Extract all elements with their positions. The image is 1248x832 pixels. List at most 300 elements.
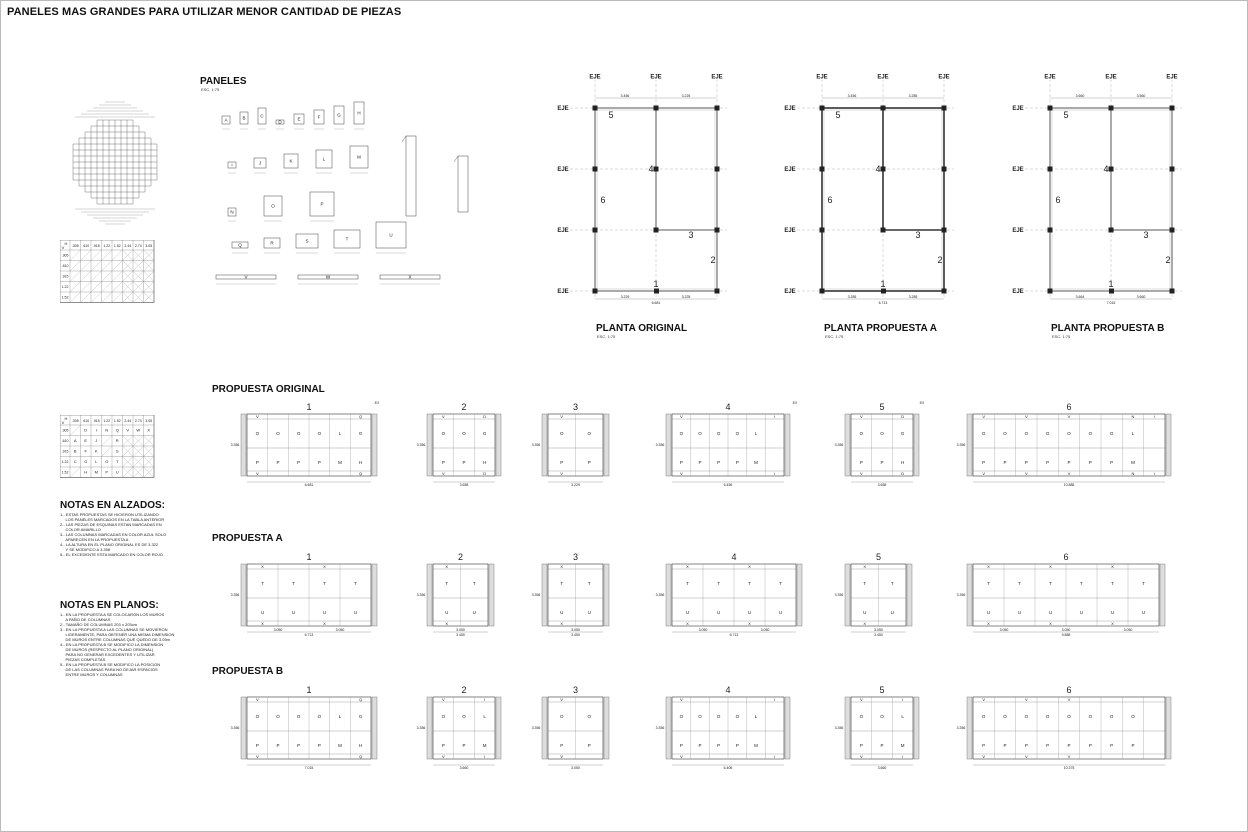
notas-planos-list bbox=[60, 612, 174, 677]
panel-label-top: Q bbox=[359, 414, 363, 419]
panel-label-top: V bbox=[859, 697, 863, 702]
panel-tall-edge bbox=[402, 136, 406, 142]
room-number: 1 bbox=[880, 279, 886, 289]
matrix-col-header: 2.74 bbox=[134, 244, 142, 248]
panel-label: O bbox=[276, 714, 280, 719]
panel-letter: E bbox=[297, 116, 301, 122]
matrix-row-header: 1.52 bbox=[61, 295, 69, 300]
matrix-cell: B bbox=[73, 448, 77, 454]
wall-number: 3 bbox=[572, 685, 579, 695]
plan-column bbox=[881, 167, 886, 172]
wall-height: 3.356 bbox=[834, 726, 844, 730]
dim-text: 7.015 bbox=[1106, 301, 1116, 305]
matrix-cell: C bbox=[73, 459, 77, 464]
elevation-wall-6 bbox=[957, 402, 1171, 487]
wall-hatch-right bbox=[489, 564, 494, 626]
panel-letter: A bbox=[224, 117, 228, 123]
panel-label: U bbox=[472, 610, 476, 615]
axis-label-eje: EJE bbox=[1012, 167, 1024, 173]
wall-sub-dim: 3.050 bbox=[698, 628, 708, 632]
dim-text: 3.660 bbox=[1075, 94, 1085, 98]
plan-column bbox=[1170, 228, 1175, 233]
panel-label: L bbox=[338, 431, 342, 436]
room-number: 4 bbox=[1103, 164, 1109, 174]
wall-hatch-left bbox=[666, 564, 671, 626]
dim-text: 3.285 bbox=[908, 94, 918, 98]
elevation-wall-3 bbox=[532, 552, 609, 637]
plan-column bbox=[820, 289, 825, 294]
panel-label: U bbox=[445, 610, 449, 615]
panel-label-bottom: V bbox=[1067, 754, 1071, 759]
panel-tall-edge bbox=[454, 156, 458, 162]
plan-column bbox=[942, 106, 947, 111]
matrix-cell: D bbox=[84, 427, 88, 433]
panel-label: O bbox=[1067, 714, 1071, 719]
wall-hatch-left bbox=[845, 697, 850, 759]
panel-label-bottom: I bbox=[774, 471, 776, 476]
wall-frame bbox=[433, 697, 495, 759]
matrix-row-header: 1.22 bbox=[61, 285, 69, 289]
panel-label: O bbox=[296, 431, 301, 436]
wall-sub-dim: 3.050 bbox=[760, 628, 770, 632]
panel-label: U bbox=[778, 610, 783, 615]
wall-width: 3.660 bbox=[877, 766, 887, 770]
panel-label: T bbox=[1142, 581, 1145, 586]
room-number: 6 bbox=[827, 195, 833, 205]
matrix-diag bbox=[91, 250, 102, 261]
panel-label-top: V bbox=[679, 697, 683, 702]
panel-label: P bbox=[276, 743, 280, 748]
panel-label: O bbox=[462, 431, 466, 436]
panel-label-top: V bbox=[982, 697, 986, 702]
wall-hatch-left bbox=[427, 564, 432, 626]
panel-label-bottom: V bbox=[1024, 754, 1028, 759]
panel-letter: W bbox=[325, 274, 331, 280]
matrix-cell: H bbox=[84, 469, 88, 475]
matrix-cell: E bbox=[84, 438, 88, 443]
panel-label: O bbox=[981, 431, 986, 436]
wall-hatch-left bbox=[427, 697, 432, 759]
panel-label-top: X bbox=[560, 564, 564, 569]
matrix-row-header: .305 bbox=[61, 428, 69, 433]
panel-label: P bbox=[276, 460, 280, 465]
panel-label: G bbox=[358, 431, 363, 436]
nota-alzado: 1.- ESTAS PROPUESTAS SE HICIERON UTILIZANDO LOS PANELES MARCADOS EN LA TABLA ANTERIOR bbox=[60, 512, 165, 522]
panel-label: O bbox=[317, 714, 322, 719]
panel-tall bbox=[406, 136, 416, 216]
wall-frame bbox=[851, 414, 913, 476]
panel-label: O bbox=[880, 714, 884, 719]
elevation-wall-3 bbox=[532, 402, 609, 487]
matrix-diag bbox=[112, 282, 123, 293]
dim-text: 3.225 bbox=[681, 295, 691, 299]
elevations-propuesta-b bbox=[225, 681, 1225, 773]
panel-label: O bbox=[1024, 714, 1029, 719]
axis-label-eje: EJE bbox=[1105, 74, 1117, 81]
panel-letter: F bbox=[317, 114, 321, 120]
panel-label: T bbox=[863, 581, 867, 586]
plan-column bbox=[715, 289, 720, 294]
wall-number: 2 bbox=[461, 685, 467, 695]
plan-column bbox=[593, 228, 598, 233]
elevation-wall-1 bbox=[231, 685, 377, 770]
matrix-cell: F bbox=[84, 448, 87, 454]
panel-label-top: V bbox=[255, 697, 259, 702]
room-number: 5 bbox=[608, 110, 614, 120]
matrix-diag bbox=[81, 282, 92, 293]
panel-label: O bbox=[462, 714, 466, 719]
plan-column bbox=[1048, 167, 1053, 172]
wall-hatch-right bbox=[372, 564, 377, 626]
matrix-diag bbox=[112, 271, 123, 282]
panel-label-top: I bbox=[902, 697, 904, 702]
panel-label-bottom: I bbox=[484, 754, 486, 759]
wall-sub-dim: 3.050 bbox=[571, 628, 580, 632]
panel-label: P bbox=[1067, 743, 1071, 748]
panel-label: P bbox=[462, 743, 466, 748]
panel-label: O bbox=[698, 714, 702, 719]
panel-label: H bbox=[359, 743, 363, 748]
panel-label: P bbox=[982, 743, 986, 748]
panel-letter: U bbox=[389, 232, 393, 238]
wall-frame bbox=[973, 697, 1165, 759]
panel-label: G bbox=[900, 431, 905, 436]
panel-label: U bbox=[685, 610, 690, 615]
matrix-diag bbox=[81, 292, 92, 303]
panel-label-bottom: X bbox=[560, 621, 564, 626]
matrix-cell: P bbox=[105, 469, 109, 475]
wall-number: 6 bbox=[1063, 552, 1069, 562]
plan-column bbox=[593, 167, 598, 172]
wall-hatch-right bbox=[1166, 414, 1171, 476]
panel-label-top: X bbox=[1049, 564, 1052, 569]
panel-label: O bbox=[559, 714, 564, 719]
panel-label-top: V bbox=[441, 414, 445, 419]
panel-label: T bbox=[717, 581, 720, 586]
nota-alzado: 3.- LAS COLUMNAS MARCADAS EN COLOR AZUL SOLO APARECEN EN LA PROPUESTA A bbox=[60, 532, 167, 542]
elevation-wall-4 bbox=[656, 685, 790, 770]
nota-alzado: 5.- EL EXCEDENTE ESTA MARCADO EN COLOR ROJO bbox=[60, 552, 163, 557]
panel-label: U bbox=[1017, 610, 1022, 615]
panel-label: P bbox=[255, 743, 259, 748]
ex-label: EX bbox=[919, 401, 925, 405]
panel-letter: B bbox=[242, 115, 246, 121]
room-number: 2 bbox=[1165, 255, 1171, 265]
wall-width: 10.888 bbox=[1063, 483, 1075, 487]
axis-label-eje: EJE bbox=[1012, 289, 1024, 295]
panel-label-top: I bbox=[1153, 414, 1155, 419]
panel-letter: M bbox=[357, 154, 361, 160]
panel-letter: C bbox=[260, 113, 264, 119]
axis-label-eje: EJE bbox=[784, 167, 796, 173]
paneles-catalog bbox=[208, 96, 498, 296]
panel-label: O bbox=[441, 431, 446, 436]
dim-text: 3.456 bbox=[620, 94, 630, 98]
wall-height: 3.356 bbox=[531, 593, 541, 597]
panel-label-top: D bbox=[901, 414, 905, 419]
matrix-col-header: .305 bbox=[71, 419, 79, 423]
matrix-row-header: .915 bbox=[61, 449, 69, 454]
dim-text: 3.664 bbox=[1075, 295, 1085, 299]
panel-label: T bbox=[1049, 581, 1052, 586]
panel-label-top: V bbox=[255, 414, 259, 419]
nota-plano: 1.- EN LA PROPUESTA A SE COLOCARON LOS MUROS A PAÑO DE COLUMNAS bbox=[60, 612, 165, 622]
panel-label: O bbox=[587, 714, 592, 719]
wall-number: 3 bbox=[572, 552, 579, 562]
panel-matrix-2 bbox=[60, 415, 158, 481]
matrix-diag bbox=[70, 250, 81, 261]
wall-number: 1 bbox=[306, 552, 312, 562]
panel-label-bottom: X bbox=[261, 621, 264, 626]
panel-label-bottom: V bbox=[441, 471, 445, 476]
panel-label-top: V bbox=[982, 414, 986, 419]
matrix-v-label: V bbox=[61, 245, 65, 250]
dim-text: 3.560 bbox=[1136, 94, 1146, 98]
panel-label: O bbox=[255, 714, 260, 719]
nota-plano: 5.- EN LA PROPUESTA B SE MODIFICO LA POSICION DE LAS COLUMNAS PARA NO DEJAR ESPACIOS ENTRE MUROS Y COLUMNAS bbox=[60, 662, 161, 677]
panel-label: P bbox=[1067, 460, 1071, 465]
wall-width: 3.660 bbox=[459, 766, 469, 770]
elevations-propuesta-a bbox=[225, 548, 1225, 640]
panel-label: O bbox=[1024, 431, 1029, 436]
panel-label-top: X bbox=[445, 564, 449, 569]
wall-height: 3.356 bbox=[230, 726, 240, 730]
panel-label-bottom: V bbox=[560, 754, 564, 759]
dim-text: 3.285 bbox=[908, 295, 918, 299]
panel-label-bottom: V bbox=[982, 471, 986, 476]
panel-label: T bbox=[445, 581, 449, 586]
wall-hatch-right bbox=[907, 564, 912, 626]
plan-propuesta-b bbox=[1000, 68, 1215, 308]
elevation-wall-2 bbox=[417, 402, 501, 487]
propuesta-b-heading: PROPUESTA B bbox=[212, 666, 284, 677]
panel-label: T bbox=[1111, 581, 1114, 586]
panel-label-top: V bbox=[560, 697, 564, 702]
panel-label-bottom: X bbox=[748, 621, 751, 626]
wall-hatch-right bbox=[797, 564, 802, 626]
nota-alzado: 2.- LAS PIEZAS DE ESQUINAS ESTAN MARCADAS EN COLOR AMARILLO bbox=[60, 522, 162, 532]
wall-height: 3.356 bbox=[655, 726, 665, 730]
panel-label: U bbox=[1079, 610, 1084, 615]
elevation-wall-5 bbox=[835, 685, 919, 770]
wall-width: 6.713 bbox=[729, 633, 739, 637]
panel-label: O bbox=[1131, 714, 1135, 719]
matrix-row-header: .915 bbox=[61, 274, 69, 279]
panel-label-top: V bbox=[1067, 414, 1071, 419]
axis-label-eje: EJE bbox=[557, 228, 569, 234]
panel-label: T bbox=[354, 581, 357, 586]
wall-hatch-right bbox=[785, 414, 790, 476]
panel-label: P bbox=[1003, 460, 1007, 465]
panel-label: O bbox=[296, 714, 301, 719]
matrix-col-header: 1.22 bbox=[103, 244, 111, 248]
elevation-wall-2 bbox=[417, 552, 494, 637]
panel-label-bottom: V bbox=[859, 754, 863, 759]
panel-label: O bbox=[1109, 431, 1114, 436]
panel-label: P bbox=[717, 460, 721, 465]
matrix-col-header: 1.52 bbox=[113, 419, 121, 423]
panel-label: H bbox=[901, 460, 905, 465]
plan-column bbox=[715, 167, 720, 172]
wall-hatch-right bbox=[914, 414, 919, 476]
matrix-cell: N bbox=[105, 427, 109, 433]
panel-label-top: X bbox=[1111, 564, 1114, 569]
wall-hatch-right bbox=[604, 697, 609, 759]
room-number: 4 bbox=[875, 164, 881, 174]
elevation-wall-2 bbox=[417, 685, 501, 770]
elevation-wall-3 bbox=[532, 685, 609, 770]
wall-sub-dim: 3.050 bbox=[1061, 628, 1071, 632]
panel-label-bottom: I bbox=[1153, 471, 1155, 476]
panel-label: P bbox=[441, 743, 445, 748]
wall-width: 6.456 bbox=[723, 483, 733, 487]
panel-label: P bbox=[717, 743, 721, 748]
matrix-cell: O bbox=[105, 459, 109, 464]
matrix-diag bbox=[102, 436, 113, 447]
panel-label: P bbox=[698, 743, 702, 748]
wall-hatch-left bbox=[967, 414, 972, 476]
wall-hatch-left bbox=[666, 697, 671, 759]
panel-label: P bbox=[1110, 460, 1114, 465]
wall-sub-dim: 3.050 bbox=[335, 628, 345, 632]
wall-number: 2 bbox=[461, 402, 467, 412]
panel-label-bottom: D bbox=[483, 471, 487, 476]
panel-label: O bbox=[1088, 714, 1093, 719]
elevation-wall-4 bbox=[656, 402, 790, 487]
wall-height: 3.356 bbox=[416, 443, 426, 447]
matrix-col-header: .915 bbox=[92, 419, 100, 423]
panel-label: P bbox=[1088, 460, 1092, 465]
wall-number: 6 bbox=[1066, 402, 1072, 412]
elevation-wall-6 bbox=[957, 552, 1165, 637]
panel-label-bottom: V bbox=[255, 754, 259, 759]
panel-label-top: I bbox=[484, 697, 486, 702]
panel-label: P bbox=[1024, 743, 1028, 748]
wall-hatch-right bbox=[372, 414, 377, 476]
propuesta-a-heading: PROPUESTA A bbox=[212, 533, 283, 544]
panel-label-bottom: V bbox=[859, 471, 863, 476]
panel-label-top: X bbox=[323, 564, 326, 569]
panel-tall bbox=[458, 156, 468, 212]
room-number: 4 bbox=[648, 164, 654, 174]
plan-column bbox=[1109, 228, 1114, 233]
matrix-diag bbox=[70, 261, 81, 272]
matrix-diag bbox=[70, 271, 81, 282]
panel-label-top: X bbox=[261, 564, 264, 569]
wall-width: 3.229 bbox=[571, 483, 580, 487]
panel-label-bottom: V bbox=[679, 471, 683, 476]
panel-label: O bbox=[1003, 714, 1007, 719]
plan-column bbox=[1109, 289, 1114, 294]
panel-label: T bbox=[686, 581, 689, 586]
panel-label: O bbox=[735, 431, 740, 436]
panel-label: O bbox=[698, 431, 702, 436]
wall-height: 3.356 bbox=[531, 443, 541, 447]
paneles-scale: ESC. 1:75 bbox=[201, 87, 220, 92]
panel-label: O bbox=[1045, 431, 1050, 436]
panel-label: P bbox=[317, 460, 321, 465]
panel-label: O bbox=[1109, 714, 1114, 719]
panel-label: P bbox=[1110, 743, 1114, 748]
panel-label-top: N bbox=[1131, 414, 1135, 419]
panel-letter: H bbox=[357, 110, 361, 116]
wall-height: 3.356 bbox=[655, 593, 665, 597]
wall-hatch-left bbox=[241, 697, 246, 759]
panel-label: O bbox=[1003, 431, 1007, 436]
panel-label: P bbox=[462, 460, 466, 465]
panel-label: T bbox=[1018, 581, 1021, 586]
notas-alzados-list bbox=[60, 512, 166, 557]
panel-label: U bbox=[1141, 610, 1146, 615]
axis-label-eje: EJE bbox=[589, 74, 601, 81]
wall-sub-dim: 3.050 bbox=[874, 628, 883, 632]
plan-column bbox=[820, 106, 825, 111]
matrix-diag bbox=[91, 271, 102, 282]
matrix-col-header: .915 bbox=[92, 244, 100, 248]
panel-label: M bbox=[338, 743, 342, 748]
wall-frame bbox=[851, 697, 913, 759]
panel-label: P bbox=[297, 743, 301, 748]
panel-label-top: V bbox=[441, 697, 445, 702]
panel-label: O bbox=[716, 714, 721, 719]
panel-letter: R bbox=[270, 240, 274, 246]
panel-label-top: V bbox=[560, 414, 564, 419]
panel-label: O bbox=[981, 714, 986, 719]
panel-label: U bbox=[291, 610, 296, 615]
panel-label-top: V bbox=[859, 414, 863, 419]
panel-label: P bbox=[1131, 743, 1135, 748]
wall-hatch-left bbox=[241, 414, 246, 476]
panel-letter: X bbox=[408, 274, 412, 280]
panel-label: U bbox=[587, 610, 591, 615]
panel-label-top: I bbox=[774, 414, 776, 419]
plan-original bbox=[545, 68, 760, 308]
matrix-diag bbox=[102, 250, 113, 261]
axis-label-eje: EJE bbox=[816, 74, 828, 81]
panel-label-top: Q bbox=[359, 697, 363, 702]
panel-label-bottom: X bbox=[1049, 621, 1052, 626]
matrix-col-header: .305 bbox=[71, 244, 79, 248]
dim-text: 3.456 bbox=[847, 94, 857, 98]
panel-label-top: X bbox=[748, 564, 751, 569]
panel-label-bottom: D bbox=[901, 471, 905, 476]
panel-label: L bbox=[901, 714, 904, 719]
panel-label: O bbox=[276, 431, 280, 436]
room-number: 1 bbox=[1108, 279, 1114, 289]
axis-label-eje: EJE bbox=[1012, 228, 1024, 234]
panel-label-bottom: X bbox=[863, 621, 867, 626]
panel-label: O bbox=[1067, 431, 1071, 436]
plan-column bbox=[654, 106, 659, 111]
panel-label-bottom: I bbox=[902, 754, 904, 759]
matrix-diag bbox=[70, 292, 81, 303]
matrix-diag bbox=[81, 250, 92, 261]
wall-hatch-right bbox=[372, 697, 377, 759]
matrix-cell: K bbox=[94, 448, 98, 454]
panel-letter: G bbox=[337, 112, 341, 118]
wall-hatch-right bbox=[914, 697, 919, 759]
wall-height: 3.356 bbox=[531, 726, 541, 730]
wall-hatch-left bbox=[967, 564, 972, 626]
panel-label: M bbox=[900, 743, 905, 748]
sheet-title: PANELES MAS GRANDES PARA UTILIZAR MENOR CANTIDAD DE PIEZAS bbox=[7, 6, 402, 18]
room-number: 2 bbox=[937, 255, 943, 265]
axis-label-eje: EJE bbox=[557, 106, 569, 112]
plan-a-scale: ESC. 1:75 bbox=[825, 334, 844, 339]
panel-label-bottom: X bbox=[323, 621, 326, 626]
panel-label: O bbox=[1045, 714, 1050, 719]
panel-label: P bbox=[255, 460, 259, 465]
